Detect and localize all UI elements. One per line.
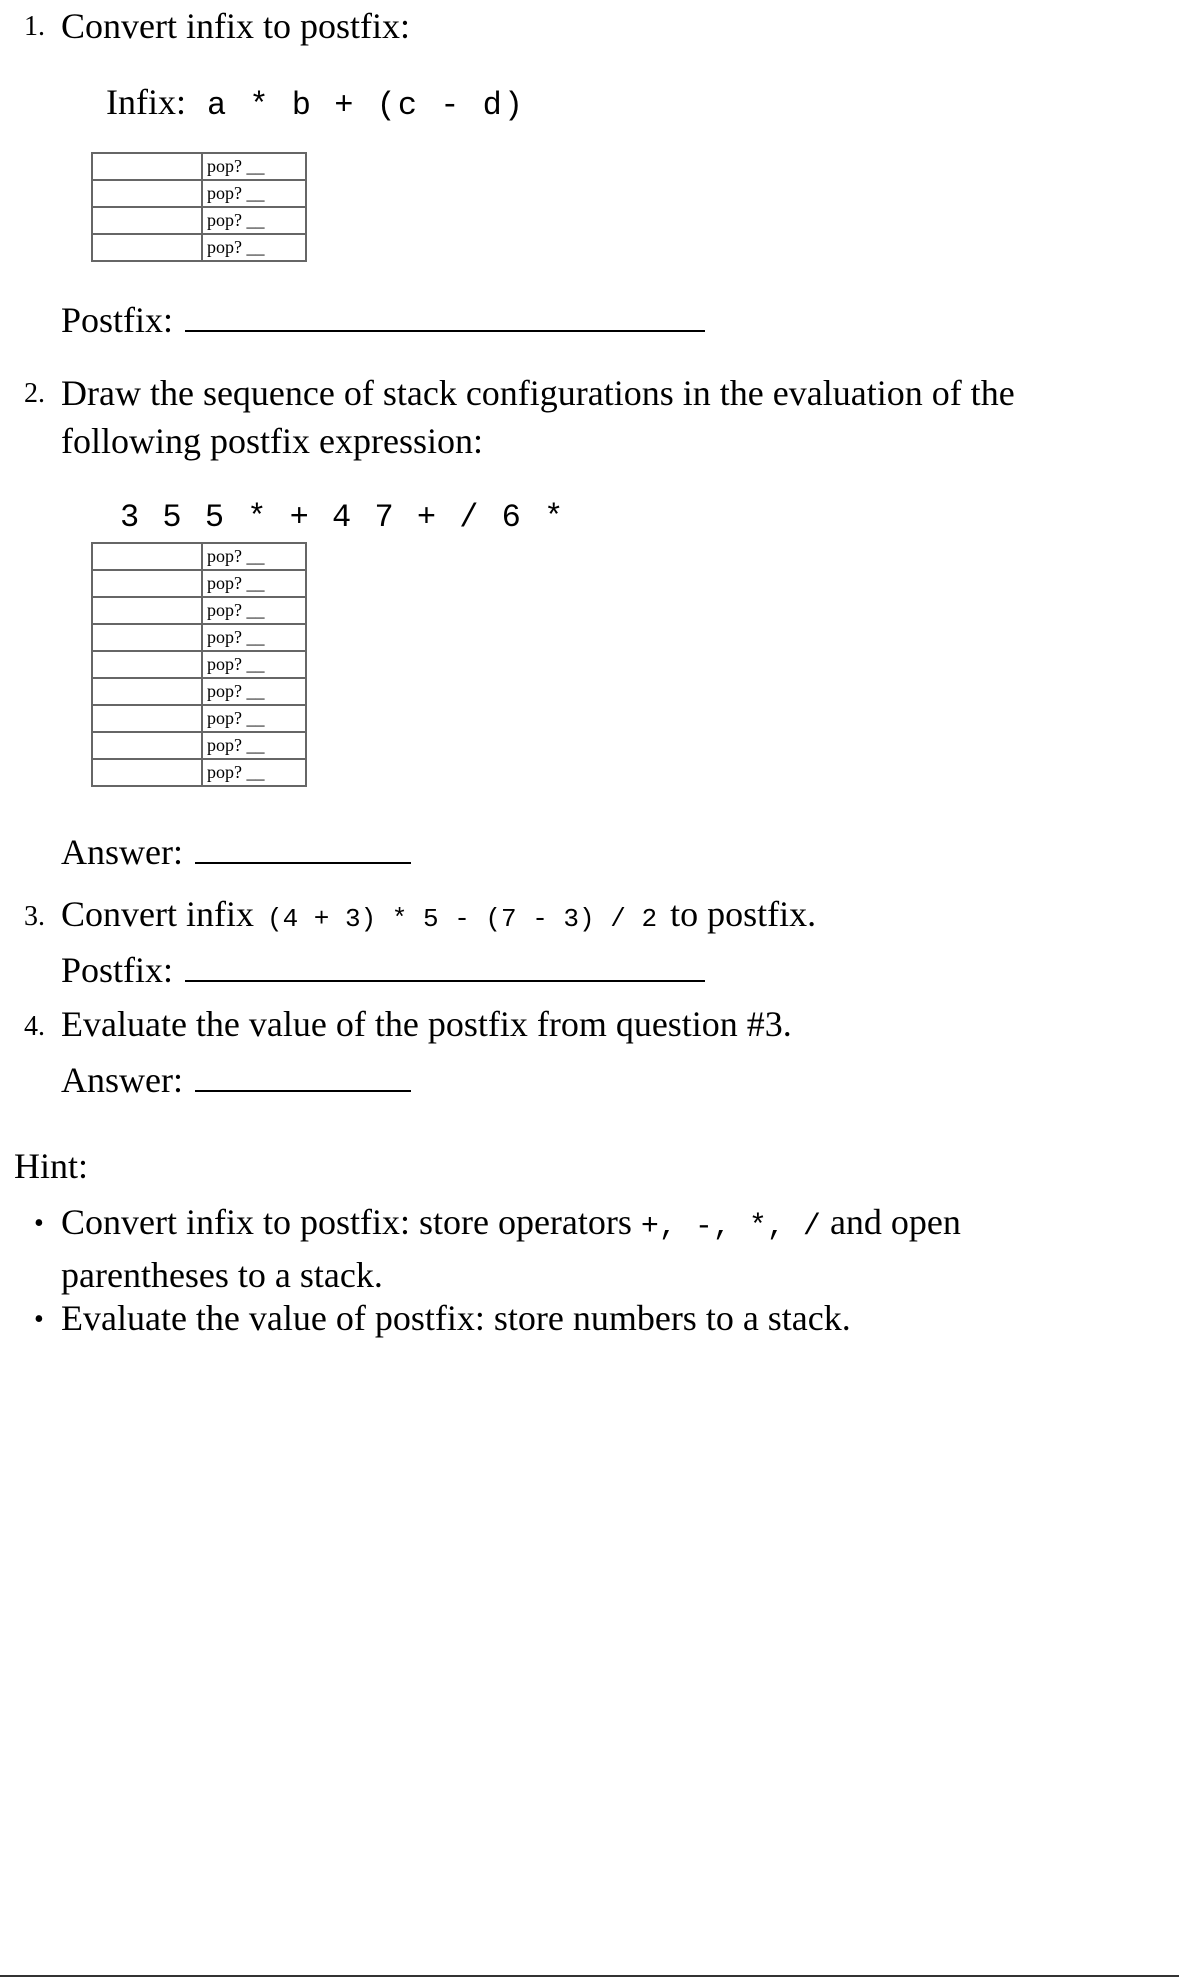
postfix-label: Postfix: — [61, 300, 174, 340]
question-1-postfix-line — [61, 296, 705, 344]
stack-cell[interactable] — [92, 180, 202, 207]
pop-cell: pop? __ — [202, 234, 306, 261]
stack-cell[interactable] — [92, 234, 202, 261]
stack-row — [92, 732, 306, 759]
question-1-infix-line — [106, 78, 525, 130]
question-1-stack-table — [91, 152, 307, 262]
stack-row — [92, 597, 306, 624]
question-2-expression: 3 5 5 * + 4 7 + / 6 * — [120, 499, 566, 536]
stack-cell[interactable] — [92, 570, 202, 597]
question-1-number: 1. — [24, 11, 45, 42]
question-3-prefix: Convert infix — [61, 894, 254, 934]
stack-cell[interactable] — [92, 624, 202, 651]
question-4-title: Evaluate the value of the postfix from question #3. — [61, 1004, 792, 1044]
stack-cell[interactable] — [92, 651, 202, 678]
pop-cell: pop? __ — [202, 180, 306, 207]
stack-cell[interactable] — [92, 543, 202, 570]
postfix-label: Postfix: — [61, 950, 174, 990]
pop-cell: pop? __ — [202, 651, 306, 678]
stack-cell[interactable] — [92, 153, 202, 180]
postfix-answer-blank[interactable] — [185, 950, 705, 982]
pop-cell: pop? __ — [202, 759, 306, 786]
stack-row — [92, 153, 306, 180]
question-2-number: 2. — [24, 378, 45, 409]
bullet-icon: • — [34, 1208, 44, 1239]
hint-bullet-1-prefix: Convert infix to postfix: store operators — [61, 1202, 632, 1242]
pop-cell: pop? __ — [202, 732, 306, 759]
hint-bullet-2: Evaluate the value of postfix: store numbers to a stack. — [61, 1298, 851, 1338]
pop-cell: pop? __ — [202, 705, 306, 732]
bullet-icon: • — [34, 1304, 44, 1335]
stack-row — [92, 234, 306, 261]
stack-row — [92, 678, 306, 705]
hint-bullet-1-suffix: and open parentheses to a stack. — [61, 1202, 961, 1295]
stack-row — [92, 759, 306, 786]
pop-cell: pop? __ — [202, 153, 306, 180]
stack-row — [92, 651, 306, 678]
hint-bullet-1 — [61, 1198, 1091, 1299]
stack-row — [92, 207, 306, 234]
pop-cell: pop? __ — [202, 570, 306, 597]
question-4-answer-line — [61, 1056, 411, 1104]
page-bottom-rule — [0, 1975, 1179, 1977]
postfix-answer-blank[interactable] — [185, 300, 705, 332]
question-1-title: Convert infix to postfix: — [61, 6, 410, 46]
question-3-number: 3. — [24, 901, 45, 932]
infix-label: Infix: — [106, 82, 186, 122]
stack-row — [92, 570, 306, 597]
stack-cell[interactable] — [92, 597, 202, 624]
stack-cell[interactable] — [92, 705, 202, 732]
stack-row — [92, 624, 306, 651]
question-2-answer-line — [61, 828, 411, 876]
question-4-number: 4. — [24, 1011, 45, 1042]
infix-expression: a * b + (c - d) — [206, 87, 526, 124]
stack-cell[interactable] — [92, 759, 202, 786]
pop-cell: pop? __ — [202, 597, 306, 624]
stack-row — [92, 543, 306, 570]
question-3-suffix: to postfix. — [670, 894, 817, 934]
pop-cell: pop? __ — [202, 678, 306, 705]
stack-cell[interactable] — [92, 732, 202, 759]
stack-cell[interactable] — [92, 678, 202, 705]
answer-blank[interactable] — [195, 832, 411, 864]
question-2-title: Draw the sequence of stack configurations in the evaluation of the following postfix expression: — [61, 373, 1015, 461]
answer-label: Answer: — [61, 832, 183, 872]
hint-title: Hint: — [14, 1146, 89, 1186]
stack-row — [92, 705, 306, 732]
stack-cell[interactable] — [92, 207, 202, 234]
pop-cell: pop? __ — [202, 543, 306, 570]
pop-cell: pop? __ — [202, 207, 306, 234]
answer-blank[interactable] — [195, 1060, 411, 1092]
question-3-line — [61, 890, 816, 943]
question-3-expression: (4 + 3) * 5 - (7 - 3) / 2 — [266, 904, 658, 934]
question-2-stack-table — [91, 542, 307, 787]
answer-label: Answer: — [61, 1060, 183, 1100]
pop-cell: pop? __ — [202, 624, 306, 651]
question-3-postfix-line — [61, 946, 705, 994]
hint-bullet-1-operators: +, -, *, / — [640, 1210, 821, 1244]
stack-row — [92, 180, 306, 207]
